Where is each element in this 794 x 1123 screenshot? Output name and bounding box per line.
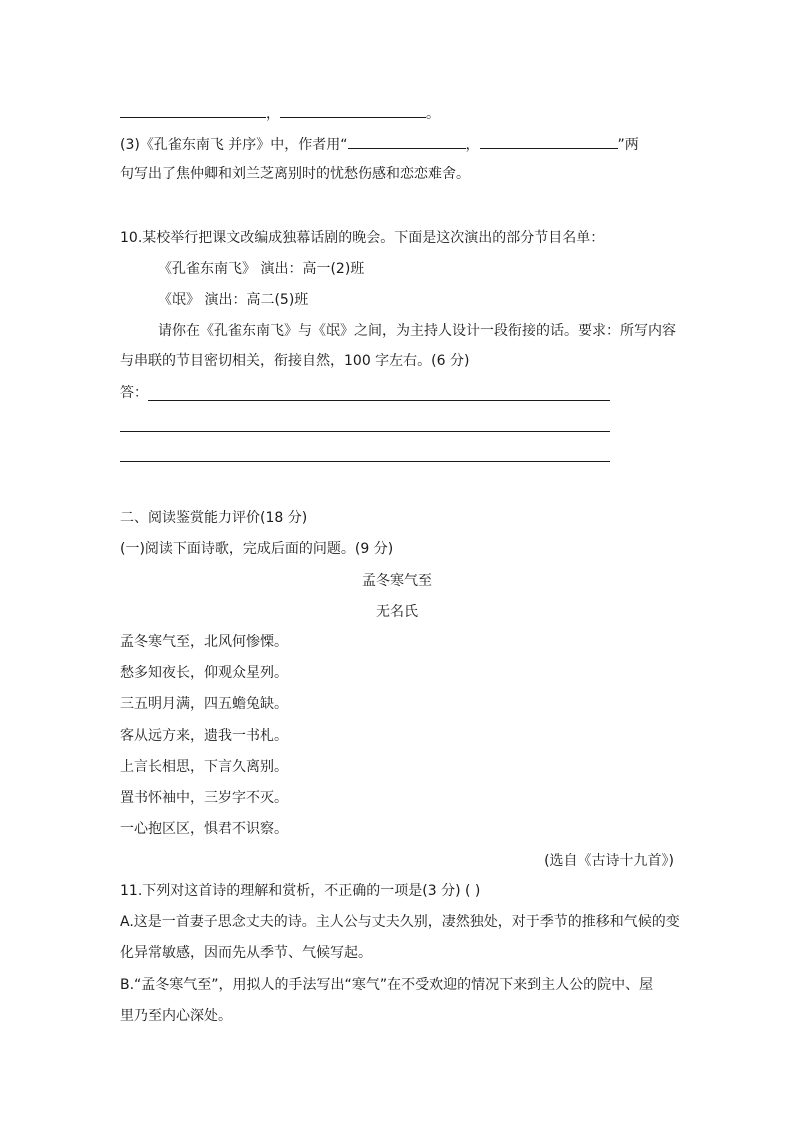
part-heading: (一)阅读下面诗歌，完成后面的问题。(9 分) bbox=[120, 541, 394, 557]
option-a-cont: 化异常敏感，因而先从季节、气候写起。 bbox=[120, 945, 372, 961]
poem-author: 无名氏 bbox=[376, 604, 418, 620]
poem-line: 置书怀袖中，三岁字不灭。 bbox=[120, 790, 288, 806]
poem-line: 一心抱区区，惧君不识察。 bbox=[120, 821, 288, 837]
program-item-2: 《氓》 演出：高二(5)班 bbox=[158, 292, 309, 308]
q9-item3: (3)《孔雀东南飞 并序》中，作者用“ ， ”两 bbox=[120, 134, 639, 155]
option-b-cont: 里乃至内心深处。 bbox=[120, 1008, 232, 1024]
poem-line: 三五明月满，四五蟾兔缺。 bbox=[120, 696, 288, 712]
poem-line: 愁多知夜长，仰观众星列。 bbox=[120, 665, 288, 681]
answer-blank[interactable] bbox=[480, 134, 618, 149]
answer-line[interactable] bbox=[148, 400, 610, 401]
answer-line[interactable] bbox=[120, 431, 610, 432]
answer-label: 答： bbox=[120, 385, 148, 401]
poem-title: 孟冬寒气至 bbox=[362, 573, 432, 589]
answer-line[interactable] bbox=[120, 461, 610, 462]
answer-blank[interactable] bbox=[280, 103, 426, 118]
program-item-1: 《孔雀东南飞》 演出：高一(2)班 bbox=[158, 261, 365, 277]
q9-item3-cont: 句写出了焦仲卿和刘兰芝离别时的忧愁伤感和恋恋难舍。 bbox=[120, 166, 470, 182]
poem-line: 上言长相思，下言久离别。 bbox=[120, 759, 288, 775]
answer-blank[interactable] bbox=[348, 134, 466, 149]
poem-line: 客从远方来，遗我一书札。 bbox=[120, 728, 288, 744]
q9-fill-line: ， 。 bbox=[120, 103, 440, 124]
poem-source: (选自《古诗十九首》) bbox=[544, 853, 674, 869]
q10-intro: 10.某校举行把课文改编成独幕话剧的晚会。下面是这次演出的部分节目名单： bbox=[120, 230, 605, 246]
q11-stem: 11.下列对这首诗的理解和赏析，不正确的一项是(3 分) ( ) bbox=[120, 883, 481, 899]
q10-task: 请你在《孔雀东南飞》与《氓》之间，为主持人设计一段衔接的话。要求：所写内容 bbox=[158, 323, 676, 339]
option-a: A.这是一首妻子思念丈夫的诗。主人公与丈夫久别，凄然独处，对于季节的推移和气候的变 bbox=[120, 914, 680, 930]
poem-line: 孟冬寒气至，北风何惨慄。 bbox=[120, 634, 288, 650]
answer-blank[interactable] bbox=[120, 103, 266, 118]
section-title: 二、阅读鉴赏能力评价(18 分) bbox=[120, 510, 308, 526]
q10-task-cont: 与串联的节目密切相关，衔接自然，100 字左右。(6 分) bbox=[120, 353, 470, 369]
option-b: B.“孟冬寒气至”，用拟人的手法写出“寒气”在不受欢迎的情况下来到主人公的院中、屋 bbox=[120, 977, 654, 993]
